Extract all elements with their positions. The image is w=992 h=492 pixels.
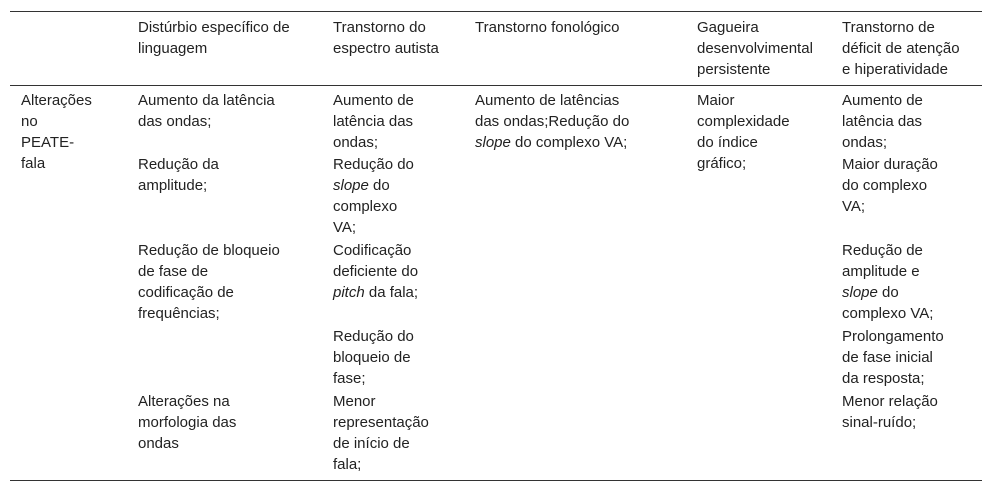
table-cell: do índice <box>697 134 758 151</box>
table-cell: bloqueio de <box>333 349 411 366</box>
table-cell: Alterações na <box>138 393 230 410</box>
cell-text: do complexo VA; <box>510 134 628 151</box>
column-header: linguagem <box>138 40 208 57</box>
table-cell: Redução do <box>333 328 414 345</box>
cell-text: VA; <box>333 219 357 236</box>
table-cell: Aumento da latência <box>138 92 275 109</box>
table-cell: ondas; <box>842 134 888 151</box>
cell-text: complexo VA; <box>842 305 934 322</box>
table-cell <box>842 282 899 303</box>
column-header: Gagueira <box>697 19 759 36</box>
cell-text: amplitude e <box>842 263 920 280</box>
table-cell: fase; <box>333 370 366 387</box>
cell-text: da fala; <box>364 284 419 301</box>
table-cell: ondas <box>138 435 179 452</box>
column-header: persistente <box>697 61 771 78</box>
italic-term: pitch <box>333 284 365 301</box>
italic-term: slope <box>475 134 511 151</box>
cell-text: deficiente do <box>333 263 419 280</box>
table-cell: codificação de <box>138 284 234 301</box>
table-cell <box>842 303 933 324</box>
cell-text: Codificação <box>333 242 412 259</box>
table-cell <box>333 175 390 196</box>
row-label: PEATE- <box>21 134 75 151</box>
table-cell: Maior duração <box>842 156 938 173</box>
table-cell: fala; <box>333 456 362 473</box>
table-top-rule <box>10 11 982 12</box>
table-cell: complexidade <box>697 113 790 130</box>
table-cell: Prolongamento <box>842 328 944 345</box>
table-cell: Menor <box>333 393 376 410</box>
table-cell <box>333 282 418 303</box>
table-cell <box>333 217 356 238</box>
table-cell: de fase inicial <box>842 349 933 366</box>
italic-term: slope <box>333 177 369 194</box>
italic-term: slope <box>842 284 878 301</box>
table-cell: morfologia das <box>138 414 237 431</box>
row-label: fala <box>21 155 46 172</box>
table-cell: de fase de <box>138 263 209 280</box>
table-cell: das ondas; <box>138 113 212 130</box>
table-cell: do complexo <box>842 177 928 194</box>
cell-text: Redução do <box>333 156 414 173</box>
table-cell: Redução da <box>138 156 219 173</box>
table-cell <box>842 261 920 282</box>
table-cell <box>475 111 629 132</box>
cell-text: complexo <box>333 198 398 215</box>
column-header: Transtorno de <box>842 19 935 36</box>
table-cell <box>333 240 411 261</box>
table-bottom-rule <box>10 480 982 481</box>
table-cell: latência das <box>333 113 414 130</box>
table-cell <box>333 196 397 217</box>
column-header: Distúrbio específico de <box>138 19 290 36</box>
column-header: Transtorno do <box>333 19 426 36</box>
cell-text: do <box>877 284 899 301</box>
table-cell <box>333 154 414 175</box>
column-header: déficit de atenção <box>842 40 960 57</box>
table-cell <box>842 240 923 261</box>
column-header: espectro autista <box>333 40 439 57</box>
cell-text: Aumento de latências <box>475 92 620 109</box>
table-cell: da resposta; <box>842 370 925 387</box>
table-cell: representação <box>333 414 429 431</box>
table-cell: frequências; <box>138 305 220 322</box>
table-cell: Aumento de <box>333 92 414 109</box>
table-cell: Redução de bloqueio <box>138 242 280 259</box>
column-header: e hiperatividade <box>842 61 948 78</box>
cell-text: das ondas;Redução do <box>475 113 630 130</box>
table-cell: Menor relação <box>842 393 938 410</box>
table-cell <box>333 261 418 282</box>
cell-text: Redução de <box>842 242 923 259</box>
table-cell: latência das <box>842 113 923 130</box>
column-header: Transtorno fonológico <box>475 19 620 36</box>
table-cell <box>475 90 619 111</box>
table-cell: Maior <box>697 92 735 109</box>
column-header: desenvolvimental <box>697 40 813 57</box>
table-cell: de início de <box>333 435 410 452</box>
table-cell: sinal-ruído; <box>842 414 917 431</box>
table-header-rule <box>10 85 982 86</box>
table-cell <box>475 132 627 153</box>
row-label: Alterações <box>21 92 92 109</box>
table-cell: amplitude; <box>138 177 208 194</box>
table-cell: gráfico; <box>697 155 747 172</box>
table-cell: ondas; <box>333 134 379 151</box>
row-label: no <box>21 113 38 130</box>
table-cell: VA; <box>842 198 866 215</box>
table-cell: Aumento de <box>842 92 923 109</box>
cell-text: do <box>368 177 390 194</box>
